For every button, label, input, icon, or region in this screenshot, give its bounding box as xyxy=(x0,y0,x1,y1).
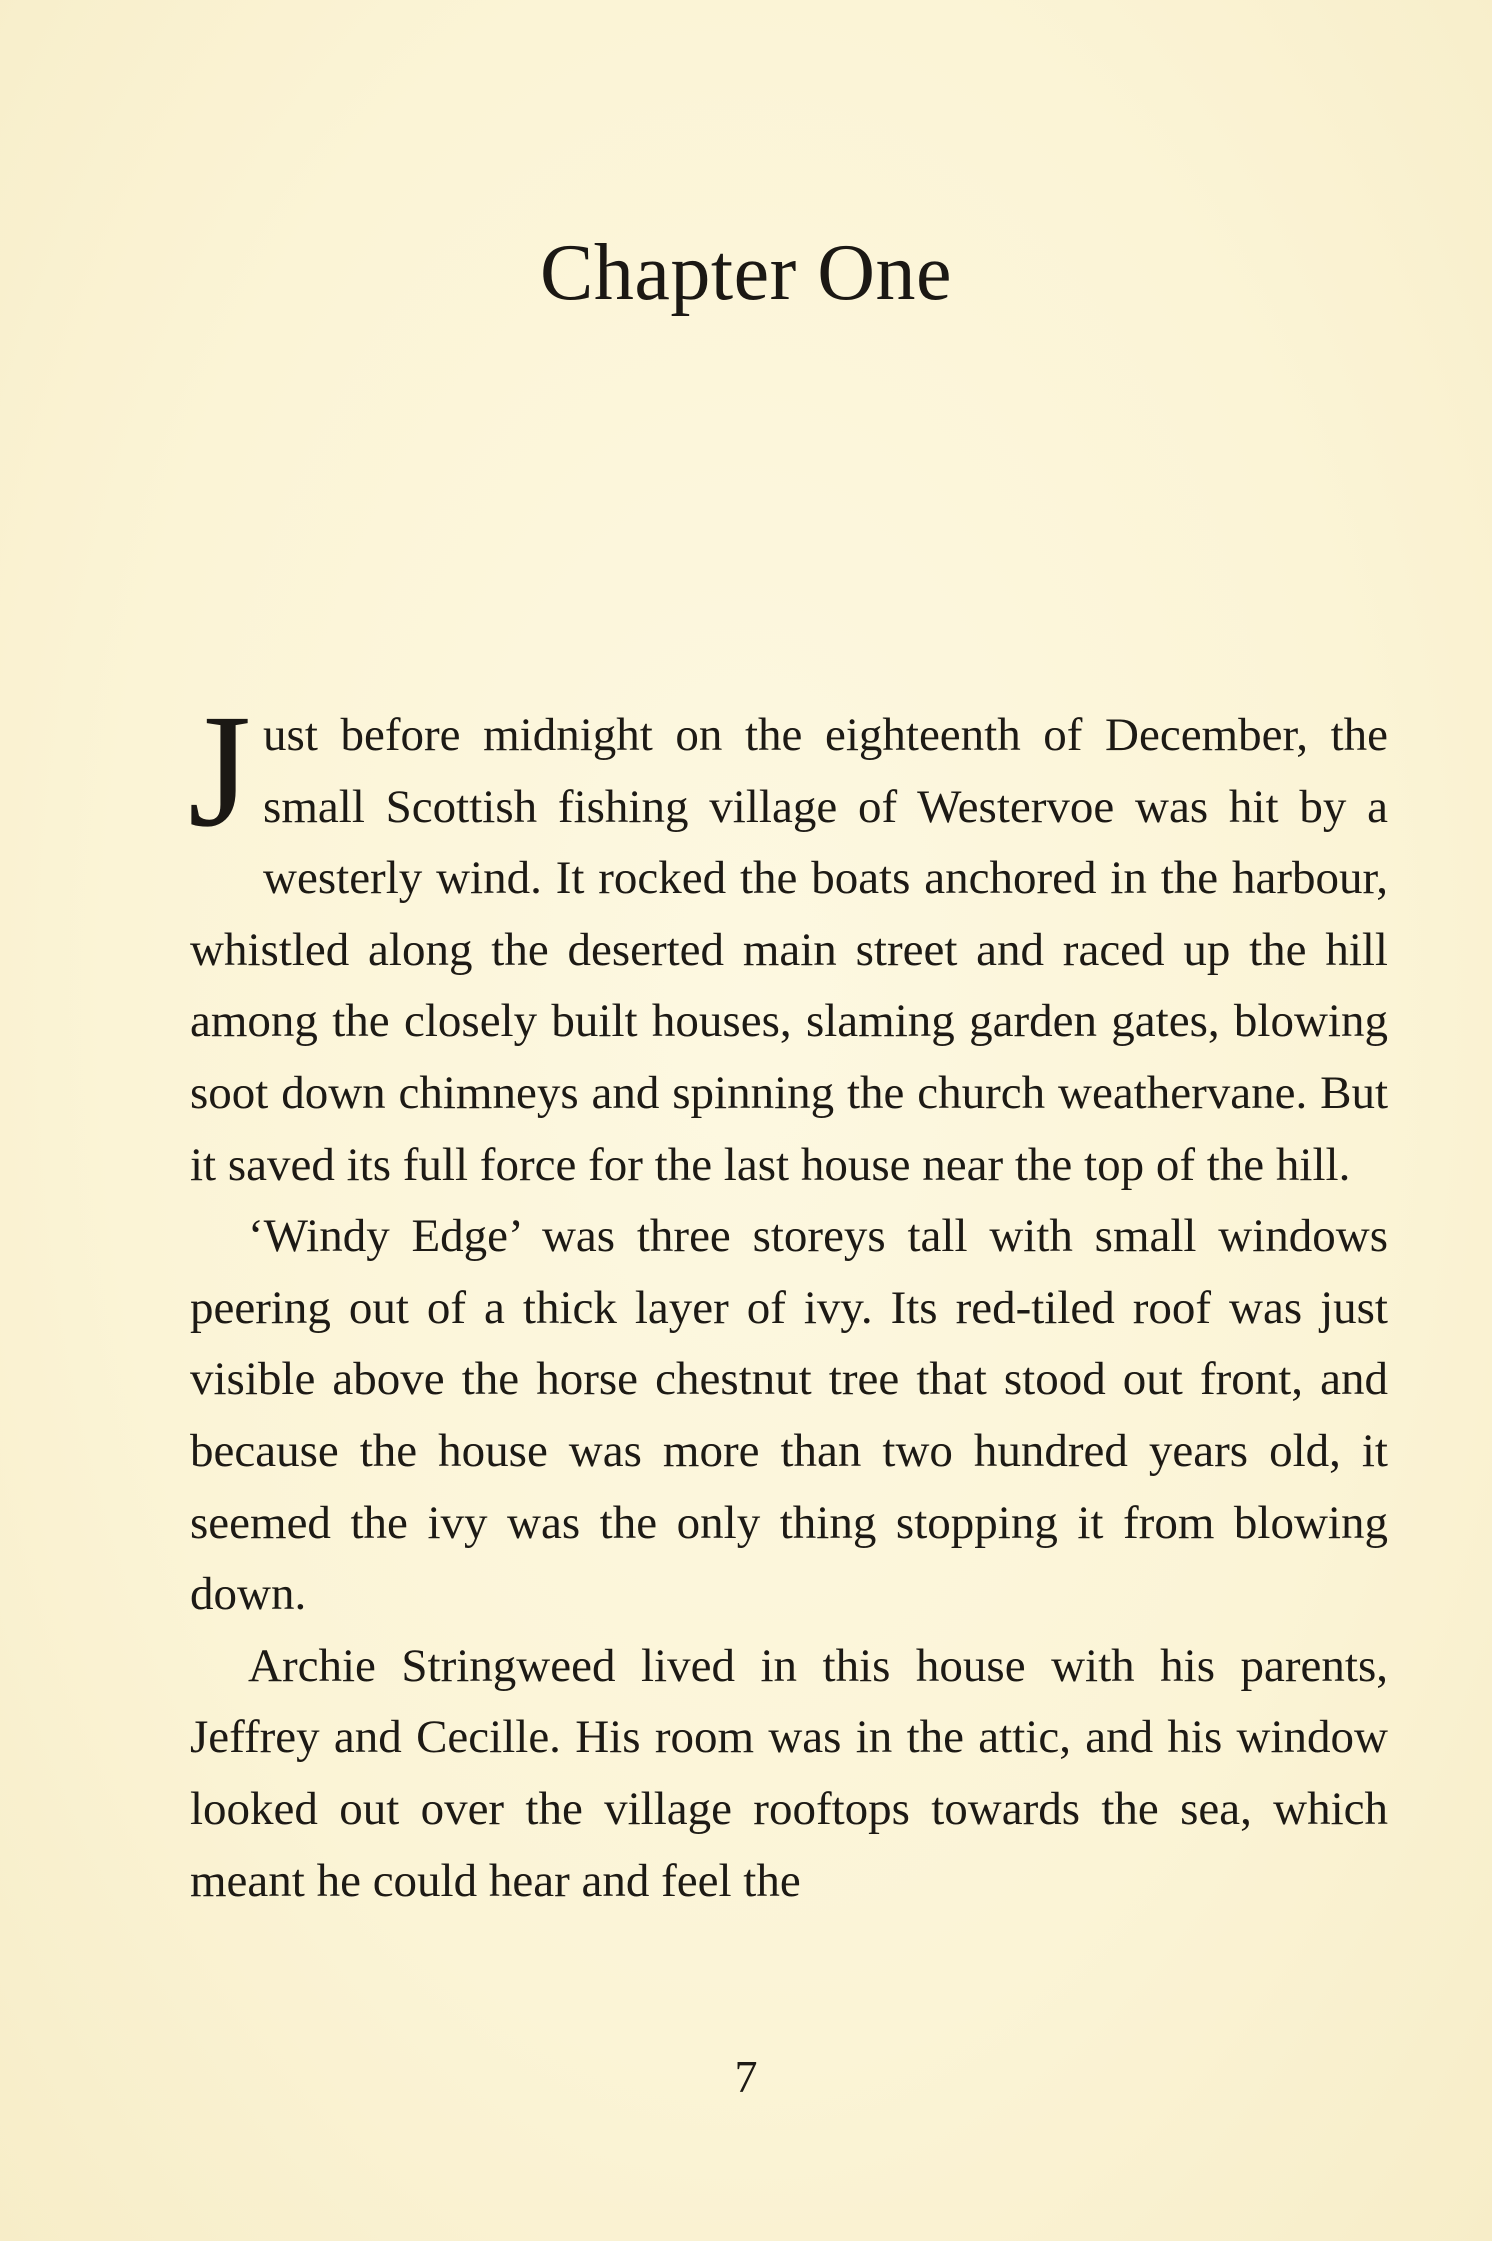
paragraph-2: ‘Windy Edge’ was three storeys tall with small windows peering out of a thick layer of ivy. Its red-tiled roof was just visible above the horse chestnut tree that stood out front, and because the house was more than two hundred years old, it seemed the ivy was the only thing stopping it from blowing down. xyxy=(190,1210,1388,1621)
page-number: 7 xyxy=(734,2051,758,2102)
drop-cap: J xyxy=(188,682,252,861)
chapter-body xyxy=(188,682,1388,1917)
paragraph-1-text: ust before midnight on the eighteenth of December, the small Scottish fishing village of Westervoe was hit by a westerly wind. It rocked the boats anchored in the harbour, whistled along the deserted main street and raced up the hill among the closely built houses, slaming garden gates, blowing soot down chimneys and spinning the church weathervane. But it saved its full force for the last house near the top of the hill. xyxy=(190,709,1388,1191)
paragraph-1 xyxy=(188,682,1388,1201)
chapter-title: Chapter One xyxy=(539,229,953,317)
paragraph-3: Archie Stringweed lived in this house with his parents, Jeffrey and Cecille. His room was in the attic, and his window looked out over the village rooftops towards the sea, which meant he could hear and feel the xyxy=(190,1639,1388,1907)
